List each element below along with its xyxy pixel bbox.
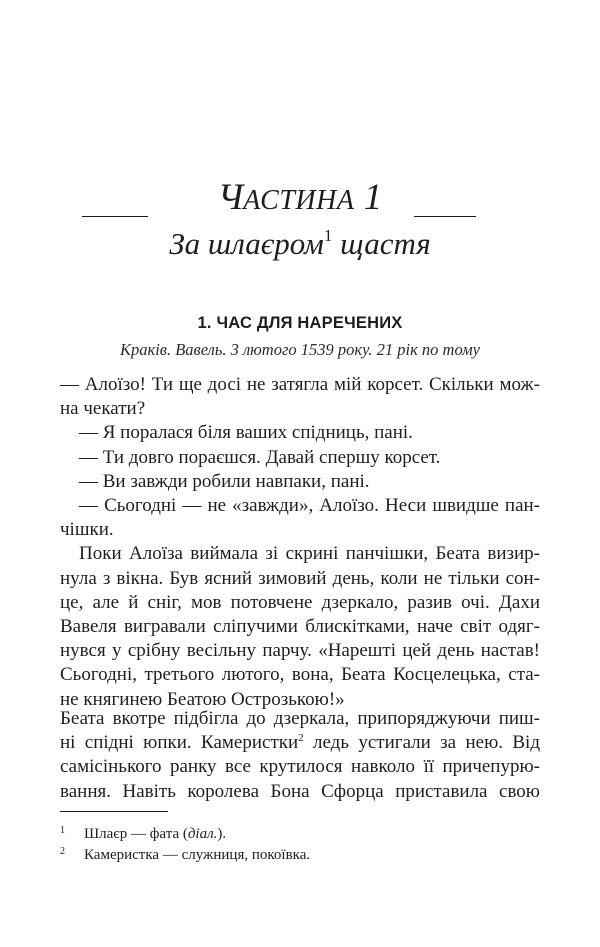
text-line: це, але й сніг, мов потовчене дзеркало, разив очі. Дахи — [60, 591, 540, 613]
footnote-ref-1: 1 — [323, 226, 333, 245]
text-line: Поки Алоїза виймала зі скрині панчішки, Беата визир- — [79, 543, 540, 565]
footnote-abbrev: діал. — [187, 826, 218, 842]
footnote-text: Камеристка — служниця, покоївка. — [84, 847, 311, 863]
text-line: на чекати? — [60, 398, 146, 420]
footnote-end: ). — [217, 826, 227, 842]
text-line: не княгинею Беатою Острозькою!» — [60, 688, 345, 710]
text-line: нула з вікна. Був ясний зимовий день, коли не тільки сон- — [60, 567, 540, 589]
text-line — [60, 731, 540, 755]
footnote-2: 2 Камеристка — служниця, покоївка. — [60, 846, 311, 863]
chapter-heading: 1. ЧАС ДЛЯ НАРЕЧЕНИХ — [197, 314, 403, 332]
text-line: Беата вкотре підбігла до дзеркала, припоряджуючи пиш- — [60, 708, 540, 729]
footnote-ref-2: 2 — [298, 732, 304, 745]
part-title-rest: АСТИНА — [243, 185, 355, 216]
footnotes — [60, 824, 540, 866]
text-line: — Ви завжди робили навпаки, пані. — [79, 470, 370, 492]
text-line: вання. Навіть королева Бона Сфорца приставила свою — [60, 780, 540, 802]
title-rule-left — [82, 216, 148, 217]
title-rule-right — [414, 216, 476, 217]
text-fragment: ні спідні юпки. Камеристки — [60, 732, 299, 754]
text-line: — Я поралася біля ваших спідниць, пані. — [79, 422, 413, 444]
text-line: самісінького ранку все крутилося навколо її причепурю- — [60, 756, 540, 778]
footnote-1: 1 Шлаєр — фата (діал.). — [60, 825, 227, 842]
text-line: — Алоїзо! Ти ще досі не затягла мій корсет. Скільки мож- — [60, 374, 540, 395]
text-line: чішки. — [60, 519, 114, 541]
text-line: Сьогодні, третього лютого, вона, Беата Косцелецька, ста- — [60, 664, 540, 686]
subtitle-text-b: щастя — [332, 226, 431, 261]
text-line: Вавеля вигравали сліпучими блискітками, наче світ одяг- — [60, 616, 540, 638]
text-line: нувся у срібну весільну парчу. «Нарешті цей день настав! — [60, 640, 540, 662]
chapter-dateline: Краків. Вавель. 3 лютого 1539 року. 21 рік по тому — [120, 340, 480, 359]
footnote-text: Шлаєр — фата ( — [84, 826, 188, 842]
part-title — [0, 178, 600, 221]
text-line: — Ти довго пораєшся. Давай спершу корсет. — [79, 446, 441, 468]
body-text-block-2 — [60, 707, 540, 804]
text-line: — Сьогодні — не «завжди», Алоїзо. Неси швидше пан- — [79, 495, 540, 517]
subtitle-text-a: За шлаєром — [169, 226, 324, 261]
body-text-block-1 — [60, 373, 540, 712]
footnote-separator — [60, 811, 168, 812]
part-title-initial: Ч — [217, 177, 244, 218]
part-subtitle — [0, 224, 600, 264]
text-fragment: ледь устигали за нею. Від — [303, 732, 540, 754]
part-number: 1 — [363, 177, 383, 218]
